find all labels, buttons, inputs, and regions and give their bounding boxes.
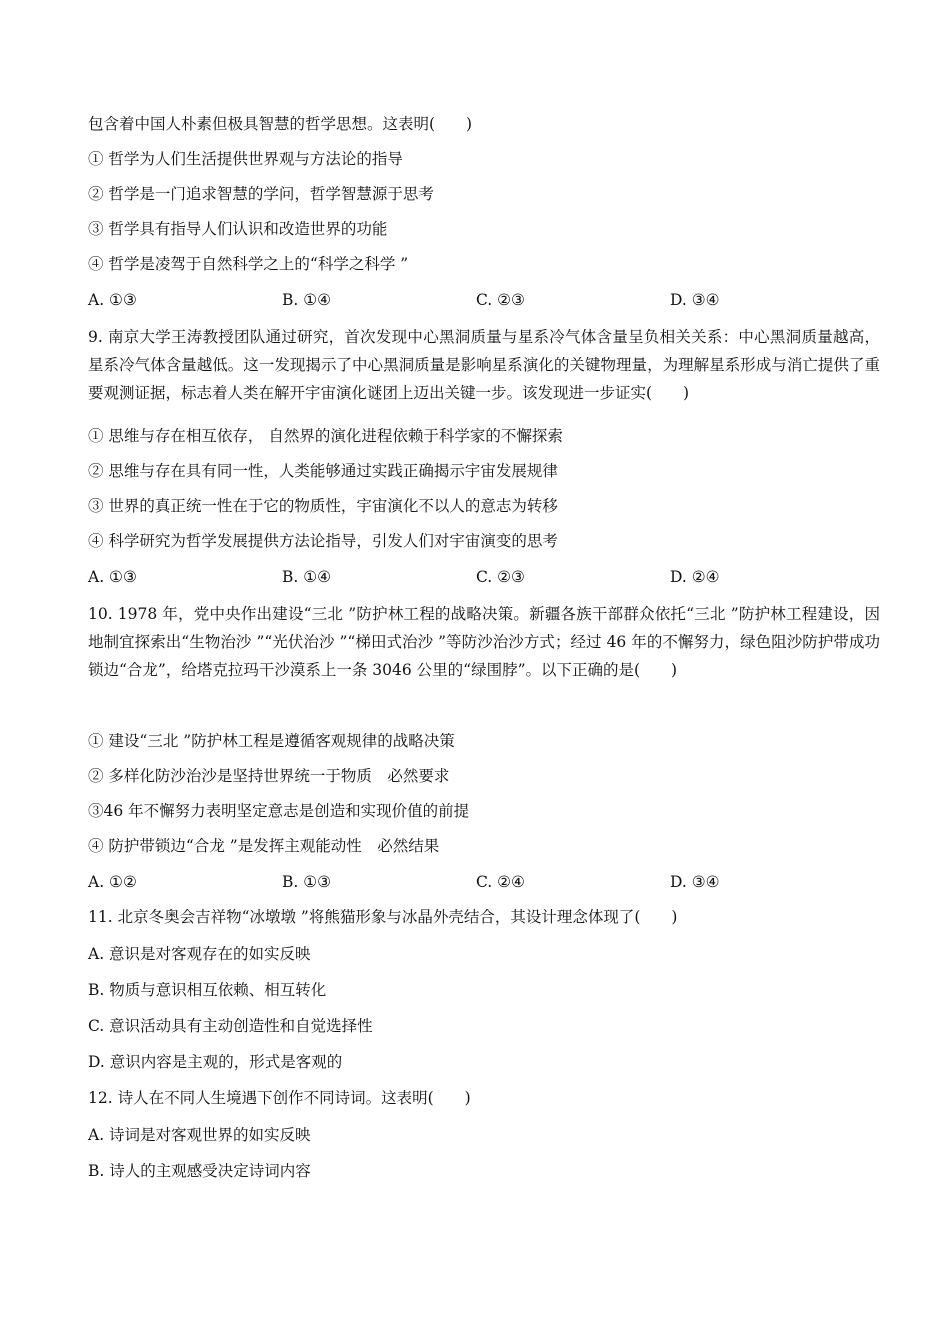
- q10-option-b: B. ①③: [282, 873, 332, 891]
- q8-statement-2: ② 哲学是一门追求智慧的学问，哲学智慧源于思考: [88, 185, 434, 203]
- q8-option-b: B. ①④: [282, 291, 332, 309]
- q10-stem: 10. 1978 年，党中央作出建设“三北 ”防护林工程的战略决策。新疆各族干部群众依托“三北 ”防护林工程建设，因地制宜探索出“生物治沙 ”“光伏治沙 ”“梯田式治沙 ”等防沙治沙方式；经过 46 年的不懈努力，绿色阻沙防护带成功锁边“合龙”，给塔克拉玛干沙漠系上一条 3046 公里的“绿围脖”。以下正确的是( ): [88, 605, 880, 679]
- q11-stem: 11. 北京冬奥会吉祥物“冰墩墩 ”将熊猫形象与冰晶外壳结合，其设计理念体现了( ): [88, 908, 678, 926]
- q9-statement-4: ④ 科学研究为哲学发展提供方法论指导，引发人们对宇宙演变的思考: [88, 532, 558, 550]
- q10-option-c: C. ②④: [476, 873, 525, 891]
- q9-option-c: C. ②③: [476, 568, 525, 586]
- q8-stem-tail: 包含着中国人朴素但极具智慧的哲学思想。这表明( ): [88, 115, 473, 133]
- q12-choice-a: A. 诗词是对客观世界的如实反映: [88, 1126, 311, 1144]
- q10-statement-1: ① 建设“三北 ”防护林工程是遵循客观规律的战略决策: [88, 732, 455, 750]
- q8-statement-3: ③ 哲学具有指导人们认识和改造世界的功能: [88, 220, 388, 238]
- q10-option-a: A. ①②: [88, 873, 137, 891]
- q10-statement-4: ④ 防护带锁边“合龙 ”是发挥主观能动性 必然结果: [88, 837, 440, 855]
- q8-option-c: C. ②③: [476, 291, 525, 309]
- q11-choice-c: C. 意识活动具有主动创造性和自觉选择性: [88, 1017, 373, 1035]
- q8-statement-4: ④ 哲学是凌驾于自然科学之上的“科学之科学 ”: [88, 255, 409, 273]
- q9-option-b: B. ①④: [282, 568, 332, 586]
- q9-statement-1: ① 思维与存在相互依存， 自然界的演化进程依赖于科学家的不懈探索: [88, 427, 563, 445]
- q11-choice-d: D. 意识内容是主观的，形式是客观的: [88, 1053, 343, 1071]
- q9-statement-2: ② 思维与存在具有同一性，人类能够通过实践正确揭示宇宙发展规律: [88, 462, 558, 480]
- q9-option-a: A. ①③: [88, 568, 137, 586]
- q11-choice-a: A. 意识是对客观存在的如实反映: [88, 945, 311, 963]
- q9-option-d: D. ②④: [670, 568, 720, 586]
- q9-stem: 9. 南京大学王涛教授团队通过研究，首次发现中心黑洞质量与星系冷气体含量呈负相关关系：中心黑洞质量越高，星系冷气体含量越低。这一发现揭示了中心黑洞质量是影响星系演化的关键物理量，为理解星系形成与消亡提供了重要观测证据，标志着人类在解开宇宙演化谜团上迈出关键一步。该发现进一步证实( ): [88, 328, 880, 402]
- q10-statement-3: ③46 年不懈努力表明坚定意志是创造和实现价值的前提: [88, 802, 470, 820]
- q12-choice-b: B. 诗人的主观感受决定诗词内容: [88, 1162, 311, 1180]
- q12-stem: 12. 诗人在不同人生境遇下创作不同诗词。这表明( ): [88, 1089, 471, 1107]
- q8-statement-1: ① 哲学为人们生活提供世界观与方法论的指导: [88, 150, 403, 168]
- q10-option-d: D. ③④: [670, 873, 720, 891]
- q11-choice-b: B. 物质与意识相互依赖、相互转化: [88, 981, 327, 999]
- q10-statement-2: ② 多样化防沙治沙是坚持世界统一于物质 必然要求: [88, 767, 450, 785]
- q9-statement-3: ③ 世界的真正统一性在于它的物质性，宇宙演化不以人的意志为转移: [88, 497, 558, 515]
- q8-option-d: D. ③④: [670, 291, 720, 309]
- q8-option-a: A. ①③: [88, 291, 137, 309]
